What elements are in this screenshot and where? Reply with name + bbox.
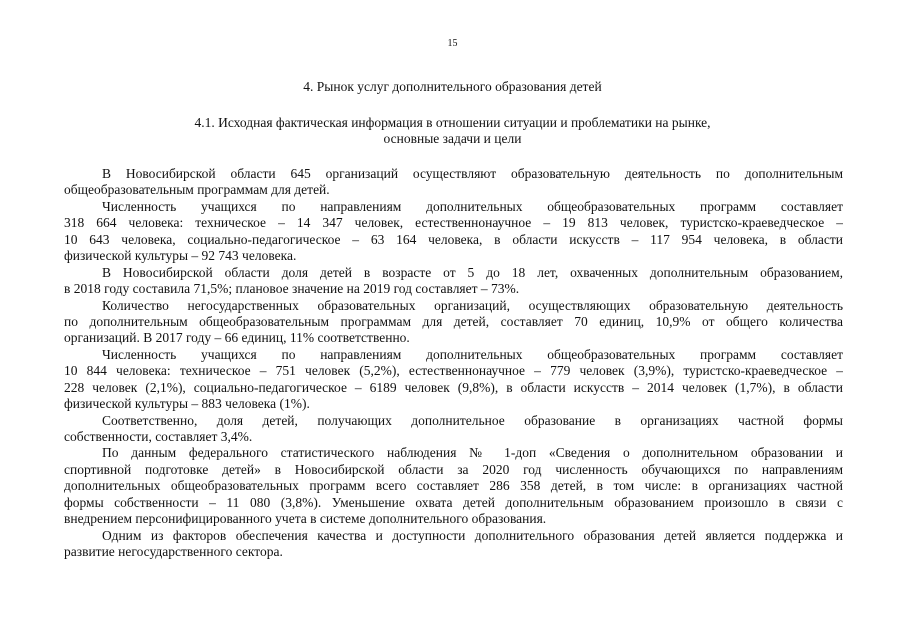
paragraph-line: Численность учащихся по направлениям дополнительных общеобразовательных программ составляет <box>102 346 843 362</box>
paragraph <box>64 445 843 527</box>
paragraph-line: Одним из факторов обеспечения качества и доступности дополнительного образования детей является поддержка и <box>102 527 843 543</box>
body-text <box>64 166 843 561</box>
subsection-title <box>120 115 785 147</box>
paragraph <box>64 199 843 265</box>
paragraph-line: собственности, составляет 3,4%. <box>64 429 253 444</box>
paragraph-line: развитие негосударственного сектора. <box>64 544 283 560</box>
paragraph-line: организаций. В 2017 году – 66 единиц, 11% соответственно. <box>64 330 410 346</box>
page-number: 15 <box>447 38 458 49</box>
paragraph-line: общеобразовательным программам для детей. <box>64 182 330 198</box>
subsection-title-line: основные задачи и цели <box>383 131 522 146</box>
paragraph-line: Количество негосударственных образовательных организаций, осуществляющих образовательную деятельность <box>102 297 843 313</box>
paragraph <box>64 413 843 446</box>
paragraph-line: 228 человек (2,1%), социально-педагогическое – 6189 человек (9,8%), в области искусств – 2014 человек (1,7%), в области <box>64 379 843 395</box>
paragraph-line: 10 844 человека: техническое – 751 человек (5,2%), естественнонаучное – 779 человек (3,9%), туристско-краеведческое – <box>64 363 843 379</box>
paragraph-line: В Новосибирской области 645 организаций осуществляют образовательную деятельность по дополнительным <box>102 166 843 181</box>
paragraph-line: 10 643 человека, социально-педагогическое – 63 164 человека, в области искусств – 117 954 человека, в области <box>64 231 843 247</box>
paragraph-line: По данным федерального статистического наблюдения № 1-доп «Сведения о дополнительном образовании и <box>102 445 843 461</box>
paragraph-line: дополнительных общеобразовательных программ всего составляет 286 358 детей, в том числе: в организациях частной <box>64 478 843 494</box>
paragraph-line: физической культуры – 883 человека (1%). <box>64 396 310 412</box>
paragraph <box>64 166 843 199</box>
paragraph <box>64 298 843 347</box>
paragraph <box>64 265 843 298</box>
paragraph-line: физической культуры – 92 743 человека. <box>64 248 297 264</box>
paragraph-line: Соответственно, доля детей, получающих дополнительное образование в организациях частной формы <box>102 412 843 428</box>
paragraph-line: по дополнительным общеобразовательным программам для детей, составляет 70 единиц, 10,9% от общего количества <box>64 313 843 329</box>
paragraph-line: спортивной подготовке детей» в Новосибирской области за 2020 год численность обучающихся по направлениям <box>64 461 843 477</box>
subsection-title-line: 4.1. Исходная фактическая информация в отношении ситуации и проблематики на рынке, <box>194 115 711 130</box>
paragraph <box>64 528 843 561</box>
paragraph <box>64 347 843 413</box>
paragraph-line: В Новосибирской области доля детей в возрасте от 5 до 18 лет, охваченных дополнительным образованием, <box>102 264 843 280</box>
section-title: 4. Рынок услуг дополнительного образования детей <box>303 79 602 94</box>
paragraph-line: внедрением персонифицированного учета в системе дополнительного образования. <box>64 511 547 527</box>
paragraph-line: 318 664 человека: техническое – 14 347 человек, естественнонаучное – 19 813 человек, туристско-краеведческое – <box>64 215 843 231</box>
paragraph-line: в 2018 году составила 71,5%; плановое значение на 2019 год составляет – 73%. <box>64 281 520 297</box>
paragraph-line: формы собственности – 11 080 (3,8%). Уменьшение охвата детей дополнительным образованием произошло в связи с <box>64 494 843 510</box>
paragraph-line: Численность учащихся по направлениям дополнительных общеобразовательных программ составляет <box>102 198 843 214</box>
